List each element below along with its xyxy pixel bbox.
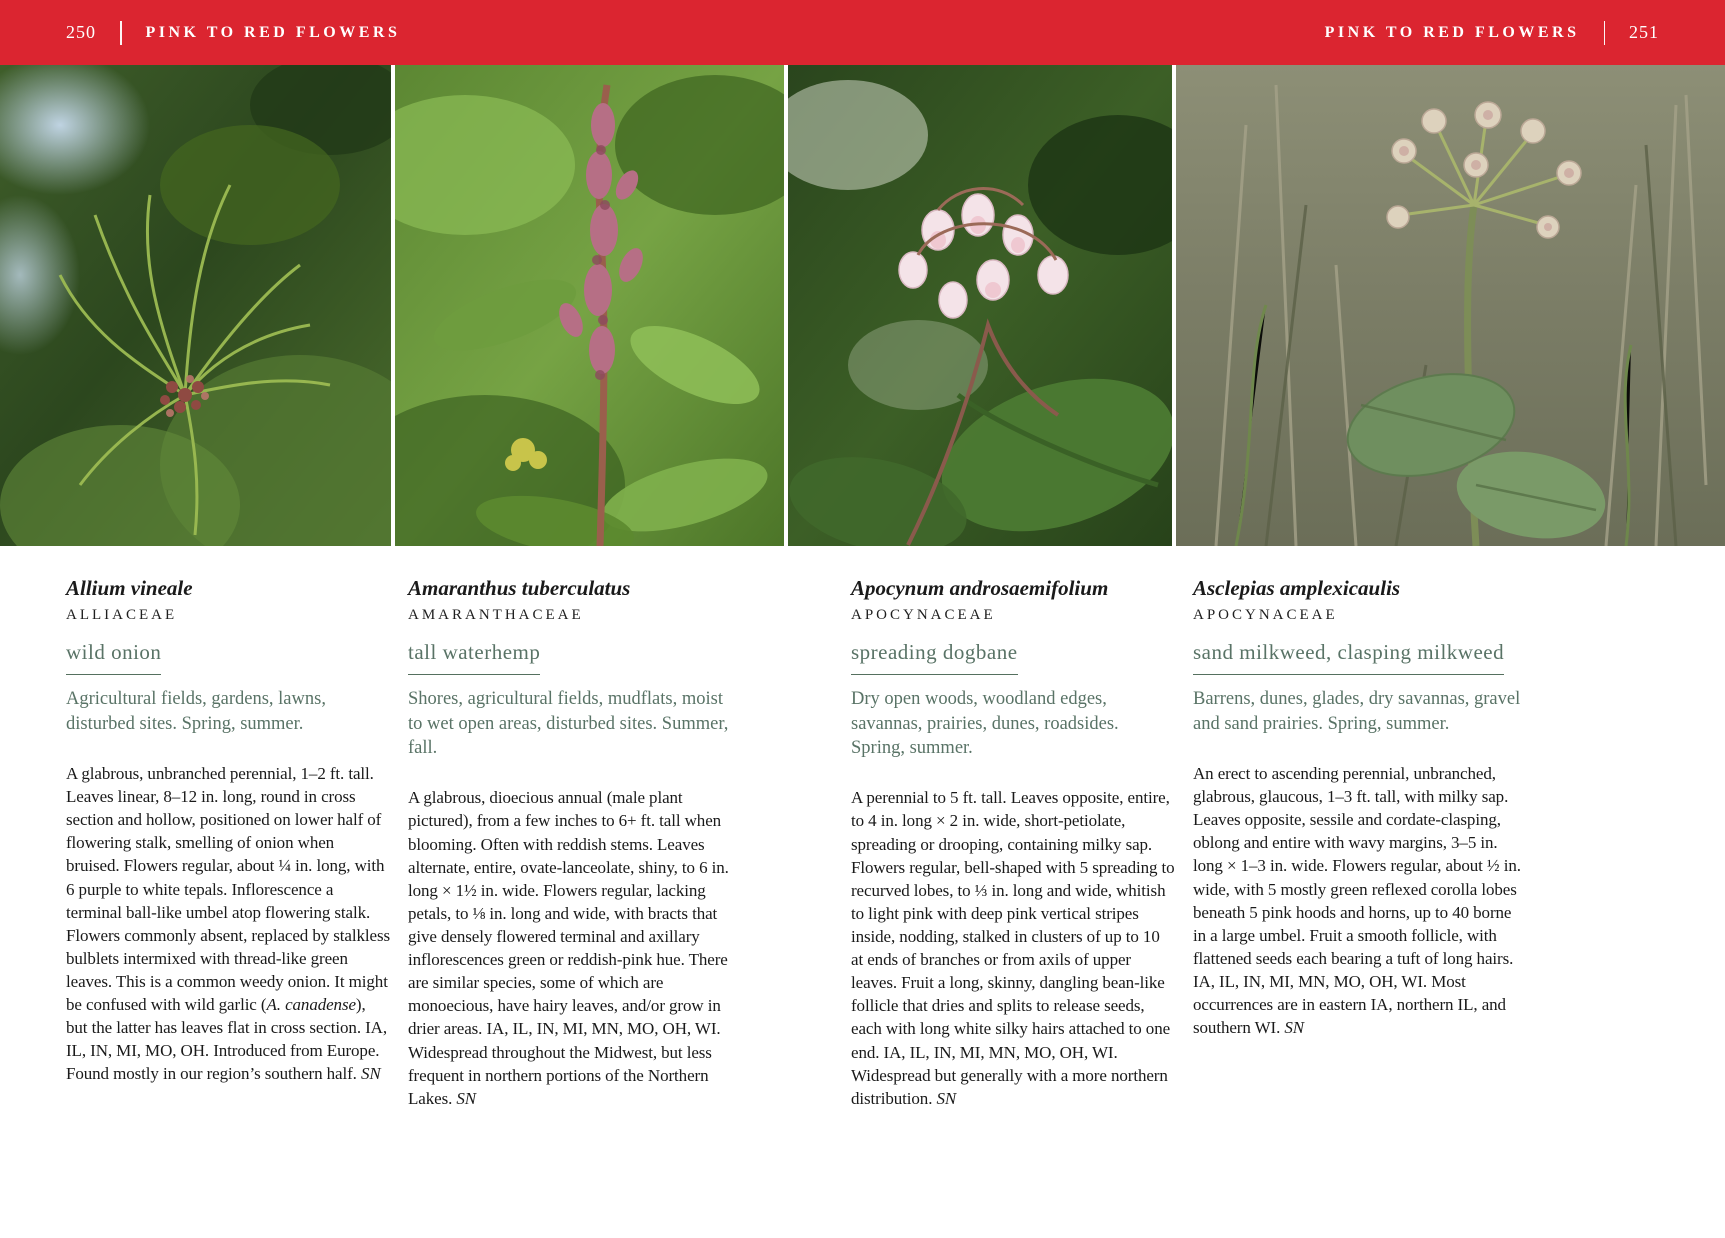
page-number-right: 251 xyxy=(1629,22,1659,42)
tall-waterhemp-illustration xyxy=(395,65,784,546)
tall-waterhemp-photo xyxy=(395,65,784,546)
sand-milkweed-illustration xyxy=(1176,65,1725,546)
wild-onion-photo xyxy=(0,65,391,546)
entry-tall-waterhemp xyxy=(408,576,732,1110)
description-text: A glabrous, unbranched perennial, 1–2 ft. tall. Leaves linear, 8–12 in. long, round in cross section and hollow, positioned on lower half of flowering stalk, smelling of onion when bruised. Flowers regular, about ¼ in. long, with 6 purple to white tepals. Inflorescence a terminal ball-like umbel atop flowering stalk. Flowers commonly absent, replaced by stalkless bulblets intermixed with thread-like green leaves. This is a common weedy onion. It might be confused with wild garlic (A. canadense), but the latter has leaves flat in cross section. IA, IL, IN, MI, MO, OH. Introduced from Europe. Found mostly in our region’s southern half. SN xyxy=(66,763,390,1084)
species-name: Asclepias amplexicaulis xyxy=(1193,576,1401,600)
header-left xyxy=(66,0,400,65)
habitat-text: Dry open woods, woodland edges, savannas, prairies, dunes, roadsides. Spring, summer. xyxy=(851,689,1119,758)
species-name: Allium vineale xyxy=(66,576,193,600)
page-number-left: 250 xyxy=(66,22,96,42)
author-initials: SN xyxy=(936,1088,957,1108)
species-name: Apocynum androsaemifolium xyxy=(851,576,1109,600)
common-name: spreading dogbane xyxy=(851,640,1018,675)
description-text: A perennial to 5 ft. tall. Leaves opposite, entire, to 4 in. long × 2 in. wide, short-petiolate, spreading or drooping, containing milky sap. Flowers regular, bell-shaped with 5 spreading to recurved lobes, to ⅓ in. long and wide, whitish to light pink with deep pink vertical stripes inside, nodding, stalked in clusters of up to 10 at ends of branches or from axils of upper leaves. Fruit a long, skinny, dangling bean-like follicle that dries and splits to release seeds, each with long white silky hairs attached to one end. IA, IL, IN, MI, MN, MO, OH, WI. Widespread but generally with a more northern distribution. SN xyxy=(851,788,1175,1108)
running-head-left: PINK TO RED FLOWERS xyxy=(145,23,401,41)
common-name: tall waterhemp xyxy=(408,640,540,675)
author-initials: SN xyxy=(360,1064,381,1084)
author-initials: SN xyxy=(456,1088,477,1108)
entry-spreading-dogbane xyxy=(851,576,1175,1110)
spreading-dogbane-illustration xyxy=(788,65,1172,546)
entry-sand-milkweed xyxy=(1193,576,1523,1039)
family-name: AMARANTHACEAE xyxy=(408,607,584,624)
common-name: sand milkweed, clasping milkweed xyxy=(1193,640,1504,675)
spreading-dogbane-photo xyxy=(788,65,1172,546)
family-name: APOCYNACEAE xyxy=(851,607,996,624)
description-text: A glabrous, dioecious annual (male plant pictured), from a few inches to 6+ ft. tall when blooming. Often with reddish stems. Leaves alternate, entire, ovate-lanceolate, shiny, to 6 in. long × 1½ in. wide. Flowers regular, lacking petals, to ⅛ in. long and wide, with bracts that give densely flowered terminal and axillary inflorescences green or reddish-pink hue. There are similar species, some of which are monoecious, have hairy leaves, and/or grow in drier areas. IA, IL, IN, MI, MN, MO, OH, WI. Widespread throughout the Midwest, but less frequent in northern portions of the Northern Lakes. SN xyxy=(408,788,729,1108)
habitat-text: Barrens, dunes, glades, dry savannas, gravel and sand prairies. Spring, summer. xyxy=(1193,689,1521,734)
habitat-text: Agricultural fields, gardens, lawns, disturbed sites. Spring, summer. xyxy=(66,689,326,734)
sand-milkweed-photo xyxy=(1176,65,1725,546)
species-name: Amaranthus tuberculatus xyxy=(408,576,631,600)
author-initials: SN xyxy=(1284,1018,1305,1038)
header-divider-right xyxy=(1604,21,1606,45)
entry-wild-onion xyxy=(66,576,390,1085)
running-head-right: PINK TO RED FLOWERS xyxy=(1324,23,1580,41)
common-name: wild onion xyxy=(66,640,161,675)
family-name: APOCYNACEAE xyxy=(1193,607,1338,624)
habitat-text: Shores, agricultural fields, mudflats, moist to wet open areas, disturbed sites. Summer, fall. xyxy=(408,689,729,758)
family-name: ALLIACEAE xyxy=(66,607,178,624)
header-divider-left xyxy=(120,21,122,45)
photo-strip xyxy=(0,65,1725,546)
description-text: An erect to ascending perennial, unbranched, glabrous, glaucous, 1–3 ft. tall, with milky sap. Leaves opposite, sessile and cordate-clasping, oblong and entire with wavy margins, 3–5 in. long × 1–3 in. wide. Flowers regular, about ½ in. wide, with 5 mostly green reflexed corolla lobes beneath 5 pink hoods and horns, up to 40 borne in a large umbel. Fruit a smooth follicle, with flattened seeds each bearing a tuft of long hairs. IA, IL, IN, MI, MN, MO, OH, WI. Most occurrences are in eastern IA, northern IL, and southern WI. SN xyxy=(1193,763,1521,1038)
wild-onion-illustration xyxy=(0,65,391,546)
page-header-bar xyxy=(0,0,1725,65)
header-right xyxy=(1325,0,1659,65)
